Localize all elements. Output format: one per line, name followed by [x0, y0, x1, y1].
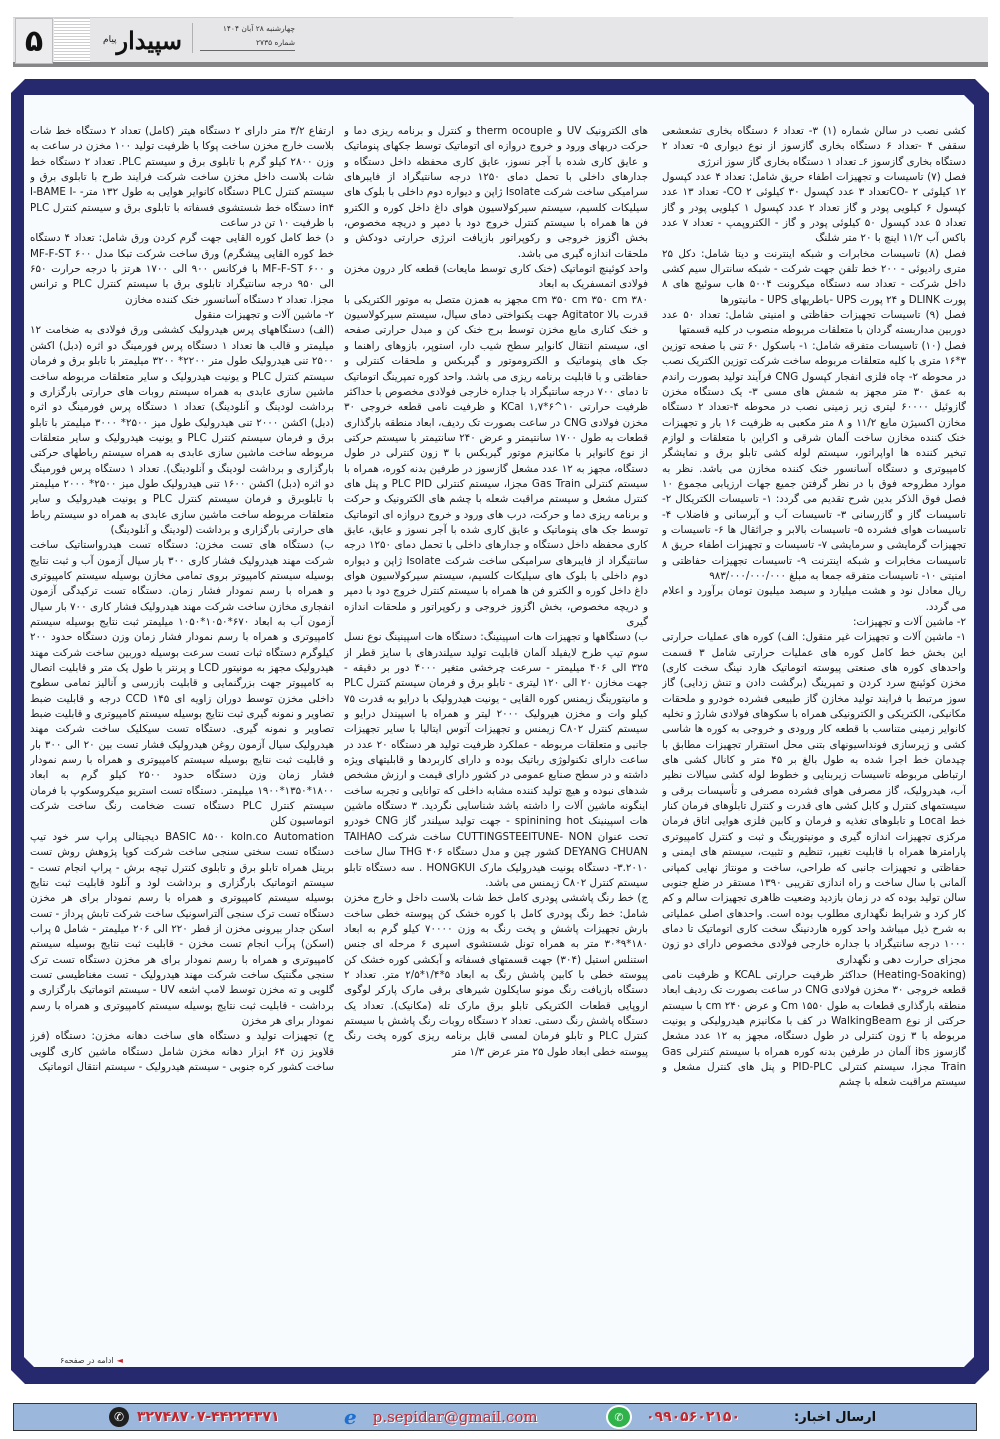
arrow-left-icon: ◄: [116, 1356, 123, 1365]
paragraph: ۳۸۰ cm ۳۵۰ cm ۳۵۰ cm مجهز به همزن متصل به موتور الکتریکی با قدرت بالا Agitator جهت یکنواختی دمای سیال، سیستم سیرکولاسیون و خنک کناری مایع مخزن توسط برج خنک کن و مبدل حرارتی صفحه ای، سیستم انتقال کانوایر سطح شیب دار، استوپر، بازوهای راهنما و جک های پنوماتیک و الکتروموتور و گیربکس و ملحقات کنترلی و حفاظتی و با قابلیت برنامه ریزی می باشد. واحد کوره تمپرینگ اتوماتیک تا دمای ۷۰۰ درجه سانتیگراد با جداره خارجی فولادی مخصوص با حداکثر ظرفیت حرارتی ۱۰^۶*۱,۷ KCal و ظرفیت نامی قطعه خروجی ۳۰ مخزن فولادی CNG در ساعت بصورت تک ردیف، ابعاد منطقه بارگذاری قطعات به طول ۱۷۰۰ سانتیمتر و عرض ۲۴۰ سانتیمتر با سیستم حرکتی از نوع کانوایر با مکانیزم موتور گیربکس با ۳ زون کنترلی در طول دستگاه، مجهز به ۱۲ عدد مشعل گازسوز در طرفین بدنه کوره، همراه با سیستم کنترلی Gas Train مجزا، سیستم کنترلی PLC PID و پنل های کنترل مشعل و سیستم مراقبت شعله با چشم های الکترونیک و حرکت و برنامه ریزی دما و حرکت، درب های ورود و خروج دروازه ای اتوماتیک توسط جک های پنوماتیک و عایق کاری شده با آجر نسوز و عایق، عایق کاری محفظه داخل دستگاه و جدارهای داخلی با تحمل دمای ۱۲۵۰ درجه سانتیگراد از فایبرهای سرامیکی ساخت شرکت Isolate ژاپن و دیواره دوم داخلی با بلوک های سیلیکات کلسیم، سیستم سیرکولاسیون هوای داغ داخل کوره و الکترو فن ها همراه با سیستم کنترل خروج دود با دمپر و دریچه مخصوص، بخش اگزوز خروجی و رکوپراتور و ملحقات اندازه گیری: [344, 293, 648, 628]
section-heading: ۲- ماشین آلات و تجهیزات:: [852, 616, 966, 628]
paragraph: فصل (۸) تاسیسات مخابرات و شبکه اینترنت و دیتا شامل: دکل ۲۵ متری رادیوئی - ۲۰۰ خط تلفن جهت شرکت - شبکه سانترال سیم کشی داخل شرکت - تعداد سه دستگاه میکرونت ۵۰۰۴ هاب سوئیچ های ۸ پورت DLINK و ۲۴ پورت UPS -باطریهای UPS - مانیتورها: [662, 247, 966, 306]
divider: [192, 23, 193, 53]
send-news-label: ارسال اخبار:: [794, 1409, 877, 1425]
masthead-rule: [13, 62, 988, 67]
email-contact[interactable]: [344, 1404, 538, 1430]
phone-contact[interactable]: [109, 1404, 280, 1430]
continued-on-link[interactable]: [60, 1356, 123, 1365]
continued-text: ادامه در صفحه۶: [60, 1356, 114, 1365]
paragraph: واحد کوئینچ اتوماتیک (خنک کاری توسط مایعات) قطعه کار درون مخزن فولادی اتمسفریک به ابعاد: [344, 263, 648, 291]
issue-number: شماره ۲۷۳۵: [256, 38, 295, 47]
paragraph: BASIC ۸۵۰۰ koln.co Automation دیجیتالی پراپ سر خود تیپ دستگاه تست سختی سنجی ساخت شرکت کوپا پژوهش روش تست برینل همراه تابلو برق و تابلوی کنترل تیچه برش - پراپ انجام تست - سیستم اتوماتیک بارگزاری و برداشت لود و آنلود قابلیت ثبت نتایج بوسیله سیستم کامپیوتری و همراه با رسم نمودار برای هر مخزن دستگاه تست ترک سنجی آلتراسونیک ساخت شرکت تابش پرداز - تست اسکن جدار بیرونی مخزن از قطر ۲۲۰ الی ۲۰۶ میلیمتر - شامل ۵ پراب (اسکن) پرآب انجام تست مخزن - قابلیت ثبت نتایج بوسیله سیستم کامپیوتری و همراه با رسم نمودار برای هر مخزن دستگاه تست ترک سنجی مگنتیک ساخت شرکت مهند هیدرولیک - تست مغناطیسی تست گلویی و ته مخزن توسط لامپ اشعه UV - سیستم اتوماتیک بارگزاری و برداشت - قابلیت ثبت نتایج بوسیله سیستم کامپیوتری و همراه با رسم نمودار برای هر مخزن: [30, 830, 334, 1027]
paragraph: فصل (۹) تاسیسات تجهیزات حفاظتی و امنیتی شامل: تعداد ۵۰ عدد دوربین مداربسته گردان با متعلقات مربوطه منصوب در کلیه قسمتها: [662, 309, 966, 337]
email-address: p.sepidar@gmail.com: [372, 1408, 538, 1426]
paragraph: فصل (۷) تاسیسات و تجهیزات اطفاء حریق شامل: تعداد ۴ عدد کپسول ۱۲ کیلوئی ۲ -COتعداد ۳ عدد کپسول ۳۰ کیلوئی CO ۲- تعداد ۱۳ عدد کپسول ۶ کیلویی پودر و گاز تعداد ۲ عدد کپسول ۱ کیلویی پودر و گاز تعداد ۵ عدد کپسول ۵۰ کیلوئی پودر و گاز - الکتروپمپ - تعداد ۷ عدد باکس آب ۱۱/۲ اینچ با ۲۰ متر شلنگ: [662, 171, 966, 245]
whatsapp-contact[interactable]: [606, 1404, 740, 1430]
paragraph: ارتفاع ۳/۲ متر دارای ۲ دستگاه هیتر (کامل) تعداد ۲ دستگاه خط شات بلاست خارج مخزن ساخت پوکا با ظرفیت تولید ۱۰۰ مخزن در ساعت به وزن ۲۸۰۰ کیلو گرم با تابلوی برق و سیستم PLC. تعداد ۲ دستگاه خط شات بلاست داخل مخزن ساخت شرکت فرایند طرح با تابلوی برق و سیستم کنترل PLC دستگاه کانوایر هوایی به طول ۱۳۲ مترI-BAME I- -in۴ دستگاه خط شستشوی فسفاته با تابلوی برق و سیستم کنترل PLC با ظرفیت ۱۰ تن در ساعت: [30, 125, 334, 230]
article-column-left: [30, 124, 334, 1339]
hatch-decoration: [54, 18, 90, 62]
issue-info: [200, 22, 295, 51]
article-column-middle: [344, 124, 648, 1370]
phone-icon: ✆: [109, 1407, 129, 1427]
browser-icon: e: [344, 1405, 357, 1429]
paragraph: های الکترونیک UV و therm ocouple و کنترل و برنامه ریزی دما و حرکت دربهای ورود و خروج دروازه ای اتوماتیک توسط جکهای پنوماتیک و عایق کاری شده با آجر نسوز، عایق کاری محفظه داخل دستگاه و جدارهای داخلی با تحمل دمای ۱۲۵۰ درجه سانتیگراد از فایبرهای سرامیکی ساخت شرکت Isolate ژاپن و دیواره دوم داخلی با بلوک های سیلیکات کلسیم، سیستم سیرکولاسیون هوای داغ داخل کوره و الکترو فن ها همراه با سیستم کنترل خروج دود با دمپر و دریچه مخصوص، بخش اگزوز خروجی و رکوپراتور بازیافت انرژی حرارتی دودکش و ملحقات اندازه گیری می باشد.: [344, 125, 648, 260]
phone-number: ۳۲۷۴۸۷۰۷-۴۴۲۲۴۳۷۱: [137, 1409, 280, 1425]
section-heading: ۲- ماشین آلات و تجهیزات منقول: [194, 309, 334, 322]
paragraph: ب) دستگاه های تست مخزن: دستگاه تست هیدرواستاتیک ساخت شرکت مهند هیدرولیک فشار کاری ۳۰۰ بار سیال آزمون آب و ثبت نتایج بوسیله سیستم کامپیوتر بروی تمامی مخازن بوسیله سیستم کامپیوتری و همراه با رسم نمودار فشار زمان. دستگاه تست ترکیدگی آزمون انفجاری مخازن ساخت شرکت مهند هیدرولیک فشار کاری ۷۰۰ بار سیال آزمون آب به ابعاد ۶۷۰*۱۰۵۰*۱۰۵۰ میلیمتر ثبت نتایج بوسیله سیستم کامپیوتری و همراه با رسم نمودار فشار زمان وزن دستگاه حدود ۲۰۰ کیلوگرم دستگاه ثبات تست سرعت بوسیله دوربین ساخت شرکت مهند هیدرولیک مجهز به مونیتور LCD و پرنتر با طول یک متر و قابلیت اتصال به کامپیوتر جهت بزرگنمایی و قابلیت بازرسی و آنالیز تمامی سطوح داخلی مخزن توسط دوران زاویه ای CCD ۱۴۵ درجه و قابلیت ضبط تصاویر و نمونه گیری ثبت نتایج بوسیله سیستم کامپیوتری و قابلیت ضبط تصاویر و نمونه گیری. دستگاه تست سیکلیک ساخت شرکت مهند هیدرولیک سیال آزمون روغن هیدرولیک فشار تست بین ۲۰ الی ۳۰۰ بار و قابلیت ثبت نتایج بوسیله سیستم کامپیوتری و همراه با رسم نمودار فشار زمان وزن دستگاه حدود ۲۵۰۰ کیلو گرم به ابعاد ۱۸۰۰*۱۳۵۰*۱۹۰۰ میلیمتر. دستگاه تست استریو میکروسکوپ با فرمان سیستم کنترل PLC دستگاه تست ضخامت رنگ ساخت شرکت اتوماسیون کلن: [30, 539, 334, 828]
paragraph: ج) خط رنگ پاششی پودری کامل خط شات بلاست داخل و خارج مخزن شامل: خط رنگ پودری کامل با کوره خشک کن پیوسته خطی ساخت بارش تجهیزات پاشش و پخت رنگ به وزن ۷۰۰۰۰ کیلو گرم به ابعاد ۱۸۰*۹*۳۰ متر به همراه تونل شستشوی اسپری ۶ مرحله ای جنس استنلس استیل (۳۰۴) جهت قسمتهای فسفاته و آبکشی کوره خشک کن پیوسته خطی با کابین پاشش رنگ به ابعاد ۵*۱/۴*۲/۵ متر. تعداد ۲ دستگاه بازیافت رنگ مونو سایکلون شیرهای برقی مارک پارکر لوگوی اروپایی قطعات الکتریکی تابلو برق مارک تله (مکانیک). تعداد یک دستگاه پاشش رنگ دستی. تعداد ۲ دستگاه روبات رنگ پاشش با سیستم کنترل PLC و تابلو فرمان لمسی قابل برنامه ریزی کوره پخت رنگ پیوسته خطی ابعاد طول ۲۵ متر عرض ۱/۳ متر: [344, 892, 648, 1058]
paragraph: کشی نصب در سالن شماره (۱) ۳- تعداد ۶ دستگاه بخاری تشعشعی سقفی ۴ -تعداد ۶ دستگاه بخاری گازسوز از نوع دیواری ۵- تعداد ۲ دستگاه بخاری گازسوز ۶ـ تعداد ۱ دستگاه بخاری گاز سوز انرژی: [662, 125, 966, 168]
article-column-right: [662, 124, 966, 1370]
newspaper-logo: [92, 18, 190, 62]
contact-bar: [13, 1403, 977, 1431]
paragraph: ب) دستگاهها و تجهیزات هات اسپینینگ: دستگاه هات اسپینینگ نوع نسل سوم تیپ طرح لایفیلد آلمان قابلیت تولید سیلندرهای با سایز قطر از ۳۲۵ الی ۴۰۶ میلیمتر - سرعت چرخشی متغیر ۴۰۰۰ دور بر دقیقه - جهت مخازن ۲۰ الی ۱۲۰ لیتری - تابلو برق و فرمان سیستم کنترل PLC و مانیتورینگ زیمنس کوره القایی - یونیت هیدرولیک با درایو به قدرت ۷۵ کیلو وات و مخزن هیرولیک ۲۰۰۰ لیتر و همراه با اسپیندل درایو و سیستم کنترل C۸۰۲ زیمنس و تجهیزات آتوس ایتالیا با سایر تجهیزات جانبی و متعلقات مربوطه - عملکرد ظرفیت تولید هر دستگاه ۲۰ عدد در ساعت دارای تکنولوژی رباتیک بوده و دارای کاربردها و قابلیتهای ویژه داشته و در سطح صنایع عمومی در کشور دارای قیمت و ارزش مشخص شدهای نبوده و هیچ تولید کننده مشابه داخلی که توانایی و تجربه ساخت اینگونه ماشین آلات را داشته باشد شناسایی نگردید. ۳ دستگاه ماشین هات اسپینینک spinining hot - جهت تولید سیلندر گاز CNG خودرو تحت عنوان CUTTINGSTEEITUNE- NON ساخت شرکت TAIHAO DEYANG CHUAN کشور چین و مدل دستگاه THG ۴۰۶ سال ساخت ۳.۲۰۱۰- دستگاه یونیت هیدرولیک مارک HONGKUI . سه دستگاه تابلو سیستم کنترل C۸۰۲ زیمنس می باشد.: [344, 631, 648, 889]
issue-date: چهارشنبه ۲۸ آبان ۱۴۰۴: [222, 24, 295, 33]
paragraph: ۱- ماشین آلات و تجهیزات غیر منقول: الف) کوره های عملیات حرارتی این بخش خط کامل کوره های عملیات حرارتی شامل ۳ قسمت واحدهای کوره های صنعتی پیوسته اتوماتیک هارد نینگ سخت کاری) مخزن کوئینچ سرد کردن و تمپرینگ (برگشت دادن و تنش زدایی) گاز سوز مرتبط با فرایند تولید مخازن گاز طبیعی فشرده خودرو و ملحقات مکانیکی، الکتریکی و الکترونیکی همراه با سکوهای فولادی شارژ و تخلیه کانوایر زمینی متناسب با قطعه کار ورودی و خروجی به کوره ها شاسی کشی و زیرسازی فونداسیونهای بتنی محل استقرار تجهیزات مطابق با چیدمان خط اجرا شده به طول بالغ بر ۴۵ متر و کانال کشی های ارتباطی مربوطه تاسیسات زیربنایی و خطوط لوله کشی سیالات نظیر آب، هیدرولیک، گاز مصرفی هوای فشرده مصرفی و تأسیسات برقی و سیستمهای کنترل و کابل کشی های قدرت و کنترل تابلوهای فرمان کنار خط Local و تابلوهای تغذیه و فرمان و کابین فلزی هوایی اتاق فرمان مرکزی تجهیزات اندازه گیری و مونیتورینگ و ثبت و کنترل کامپیوتری پارامترها همراه با قابلیت تغییر، تنظیم و تثبیت، سیستم های ایمنی و حفاظتی و تجهیزات جانبی که طراحی، ساخت و مونتاژ نهایی کمپانی آلمانی با سال ساخت و راه اندازی تقریبی ۱۳۹۰ مستقر در ضلع جنوبی سالن تولید بوده که در زمان بازدید وضعیت ظاهری تجهیزات سالم و کم کار کرد و شرایط نگهداری مطلوب بوده است. واحدهای اصلی عملیاتی به شرح ذیل میباشد واحد کوره هاردنینگ سخت کاری اتوماتیک تا دمای ۱۰۰۰ درجه سانتیگراد با جداره خارجی فولادی مخصوص دارای دو زون مجزای حرارت دهی و نگهداری: [662, 631, 966, 966]
paragraph: فصل (۱۰) تاسیسات متفرقه شامل: ۱- باسکول ۶۰ تنی با صفحه توزین ۳*۱۶ متری با کلیه متعلقات مربوطه ساخت شرکت توزین الکتریک نصب در محوطه ۲- چاه فلزی انفجار کپسول CNG فرآیند تولید بصورت راندم به عمق ۳۰ متر مجهز به شمش های مسی ۳- یک دستگاه مخزن گازوئیل ۶۰۰۰۰ لیتری زیر زمینی نصب در محوطه ۴-تعداد ۲ دستگاه مخازن اکسیژن مایع ۱۱/۲ و ۸ متر مکعبی به ظرفیت ۱۶ بار و تجهیزات خنک کننده مخازن ساخت آلمان شرقی و اکراین با متعلقات و لوازم تبخیر کننده ها اواپراتور، سیستم لوله کشی تابلو برق و نمایشگر کامپیوتری و دستگاه آسانسور خنک کننده مخازن می باشد. نظر به موارد مطروحه فوق با در نظر گرفتن جمیع جهات ارزیابی مجموع ۱۰ فصل فوق الذکر بدین شرح تقدیم می گردد: ۱- تاسیسات الکتریکال ۲- تاسیسات گاز و گازرسانی ۳- تاسیسات آب و آبرسانی و فاضلاب ۴- تاسیسات هوای فشرده ۵- تاسیسات بالابر و جراثقال ها ۶- تاسیسات و تجهیزات گرمایشی و سرمایشی ۷- تاسیسات و تجهیزات اطفاء حریق ۸ تاسیسات مخابرات و شبکه اینترنت ۹- تاسیسات تجهیزات حفاظتی و امنیتی ۱۰- تاسیسات متفرقه جمعا به مبلغ ۹۸۳/۰۰۰/۰۰۰/۰۰۰: [662, 339, 966, 582]
whatsapp-icon: ✆: [606, 1405, 632, 1429]
paragraph: ریال معادل نود و هشت میلیارد و سیصد میلیون تومان برآورد و اعلام می گردد.: [662, 585, 966, 613]
page-number: ۵: [15, 18, 53, 64]
paragraph: د) خط کامل کوره القایی جهت گرم کردن ورق شامل: تعداد ۴ دستگاه خط کوره القایی پیشگرم) ورق ساخت شرکت تبکا مدل ۶۰۰ MF-F-ST و ۶۰۰ MF-F-ST با فرکانس ۹۰۰ الی ۱۷۰۰ هرتز با درجه حرارت ۶۵۰ الی ۹۵۰ درجه سانتیگراد تابلوی برق با سیستم کنترل PLC و ترانس مجزا. تعداد ۲ دستگاه آسانسور خنک کننده مخازن: [30, 232, 334, 306]
logo-main: سپیدار: [116, 25, 182, 55]
whatsapp-number: ۰۹۹۰۵۶۰۲۱۵۰: [646, 1409, 740, 1425]
logo-prefix: پیام: [103, 35, 117, 45]
paragraph: (الف) دستگاههای پرس هیدرولیک کششی ورق فولادی به ضخامت ۱۲ میلیمتر و قالب ها تعداد ۱ دستگاه پرس فورمینگ دو اثره (دبل) اکشن ۲۵۰۰ تنی هیدرولیک طول متر ۲۲۰۰* ۳۲۰۰ میلیمتر با تابلو برق و فرمان سیستم کنترل PLC و یونیت هیدرولیک و سایر متعلقات مربوطه ساخت ماشین سازی عابدی به همراه سیستم روبات های حرارتی بارگزاری و برداشت لودینگ و آنلودینگ) تعداد ۱ دستگاه پرس فورمینگ دو اثره (دبل) اکشن ۲۰۰۰ تنی هیدرولیک طول میز ۲۵۰۰* ۳۰۰۰ میلیمتر با تابلو برق و فرمان سیستم کنترل PLC و یونیت هیدرولیک و سایر متعلقات مربوطه ساخت ماشین سازی عابدی به همراه سیستم رباطهای حرکتی بارگزاری و برداشت لودینگ و آنلودینگ). تعداد ۱ دستگاه پرس فورمینگ دو اثره (دبل) اکشن ۱۶۰۰ تنی هیدرولیک طول میز ۲۵۰۰* ۲۰۰۰ میلیمتر با تابلوبرق و فرمان سیستم کنترل PLC و یونیت هیدرولیک و سایر متعلقات مربوطه ساخت ماشین سازی عابدی به همراه دو سیستم رباط های حرارتی بارگزاری و برداشت (لودینگ و آنلودینگ): [30, 324, 334, 536]
masthead-band: [513, 17, 988, 65]
paragraph: (Heating-Soaking) حداکثر ظرفیت حرارتی KCAL و ظرفیت نامی قطعه خروجی ۳۰ مخزن فولادی CNG در ساعت بصورت تک ردیف ابعاد منطقه بارگذاری قطعات به طول ۱۵۵۰ Cm و عرض ۲۴۰ cm با سیستم حرکتی از نوع WalkingBeam در کف با مکانیزم هیدرولیکی و یونیت مربوطه با ۳ زون کنترلی در طول دستگاه، مجهز به ۱۲ عدد مشعل گازسوز ibs آلمان در طرفین بدنه کوره همراه با سیستم کنترلی Gas Train مجزا، سیستم کنترلی PID-PLC و پنل های کنترل مشعل و سیستم مراقبت شعله با چشم: [662, 968, 966, 1089]
paragraph: ح) تجهیزات تولید و دستگاه های ساخت دهانه مخزن: دستگاه (فرز قلاویز زن ۶۴ ابزار دهانه مخزن شامل دستگاه ماشین کاری گلویی ساخت کشور کره جنوبی - سیستم هیدرولیک - سیستم انتقال اتوماتیک: [30, 1030, 334, 1073]
